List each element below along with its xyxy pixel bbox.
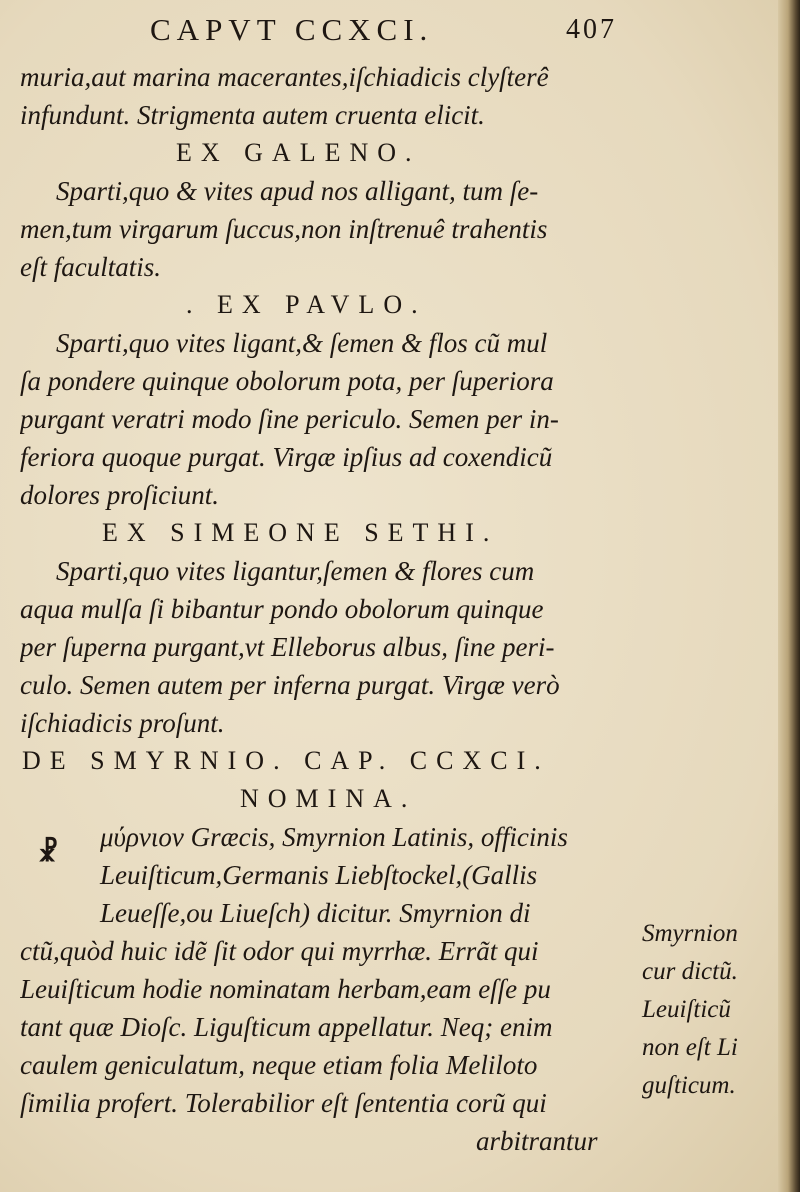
margin-note: guſticum. [642,1072,736,1099]
running-title: CAPVT CCXCI. [150,12,434,47]
text-line: μύρνιον Græcis, Smyrnion Latinis, officinis [100,822,568,852]
page-header [0,8,800,52]
text-line: iſchiadicis proſunt. [20,708,225,738]
text-line: infundunt. Strigmenta autem cruenta elicit. [20,100,485,130]
margin-note: non eſt Li [642,1034,738,1061]
text-line: Sparti,quo & vites apud nos alligant, tum ſe- [56,176,539,206]
text-line: tant quæ Dioſc. Liguſticum appellatur. Neq; enim [20,1012,553,1042]
main-text-block [20,58,640,1160]
text-line: culo. Semen autem per inferna purgat. Virgæ verò [20,670,560,700]
text-line: per ſuperna purgant,vt Elleborus albus, ſine peri- [20,632,555,662]
text-line: eſt facultatis. [20,252,161,282]
page-number: 407 [566,14,617,45]
printer-mark-icon: ☧ [38,838,59,867]
text-line: muria,aut marina macerantes,iſchiadicis clyſterê [20,62,549,92]
margin-note: Smyrnion [642,920,738,947]
text-line: aqua mulſa ſi bibantur pondo obolorum quinque [20,594,544,624]
text-line: dolores proſiciunt. [20,480,219,510]
text-line: ſa pondere quinque obolorum pota, per ſuperiora [20,366,554,396]
text-line: feriora quoque purgat. Virgæ ipſius ad coxendicũ [20,442,553,472]
text-line: Leuiſticum hodie nominatam herbam,eam eſſe pu [20,974,551,1004]
text-line: Leuiſticum,Germanis Liebſtockel,(Gallis [100,860,538,890]
chapter-heading: DE SMYRNIO. CAP. CCXCI. [22,746,550,775]
subheading-nomina: NOMINA. [240,784,417,813]
text-line: purgant veratri modo ſine periculo. Semen per in- [20,404,559,434]
text-line: Sparti,quo vites ligant,& ſemen & flos cũ mul [56,328,548,358]
text-line: ſimilia profert. Tolerabilior eſt ſententia corũ qui [20,1088,547,1118]
text-line: Sparti,quo vites ligantur,ſemen & flores cum [56,556,535,586]
text-line: ctũ,quòd huic idẽ ſit odor qui myrrhæ. Errãt qui [20,936,539,966]
margin-note: cur dictũ. [642,958,738,985]
margin-notes [642,915,792,1105]
catchword: arbitrantur [476,1126,598,1156]
text-line: men,tum virgarum ſuccus,non inſtrenuê trahentis [20,214,548,244]
text-line: Leueſſe,ou Liueſch) dicitur. Smyrnion di [100,898,531,928]
section-heading: EX GALENO. [176,138,421,167]
section-heading: . EX PAVLO. [186,290,427,319]
margin-note: Leuiſticũ [642,996,731,1023]
section-heading: EX SIMEONE SETHI. [102,518,499,547]
text-line: caulem geniculatum, neque etiam folia Meliloto [20,1050,538,1080]
